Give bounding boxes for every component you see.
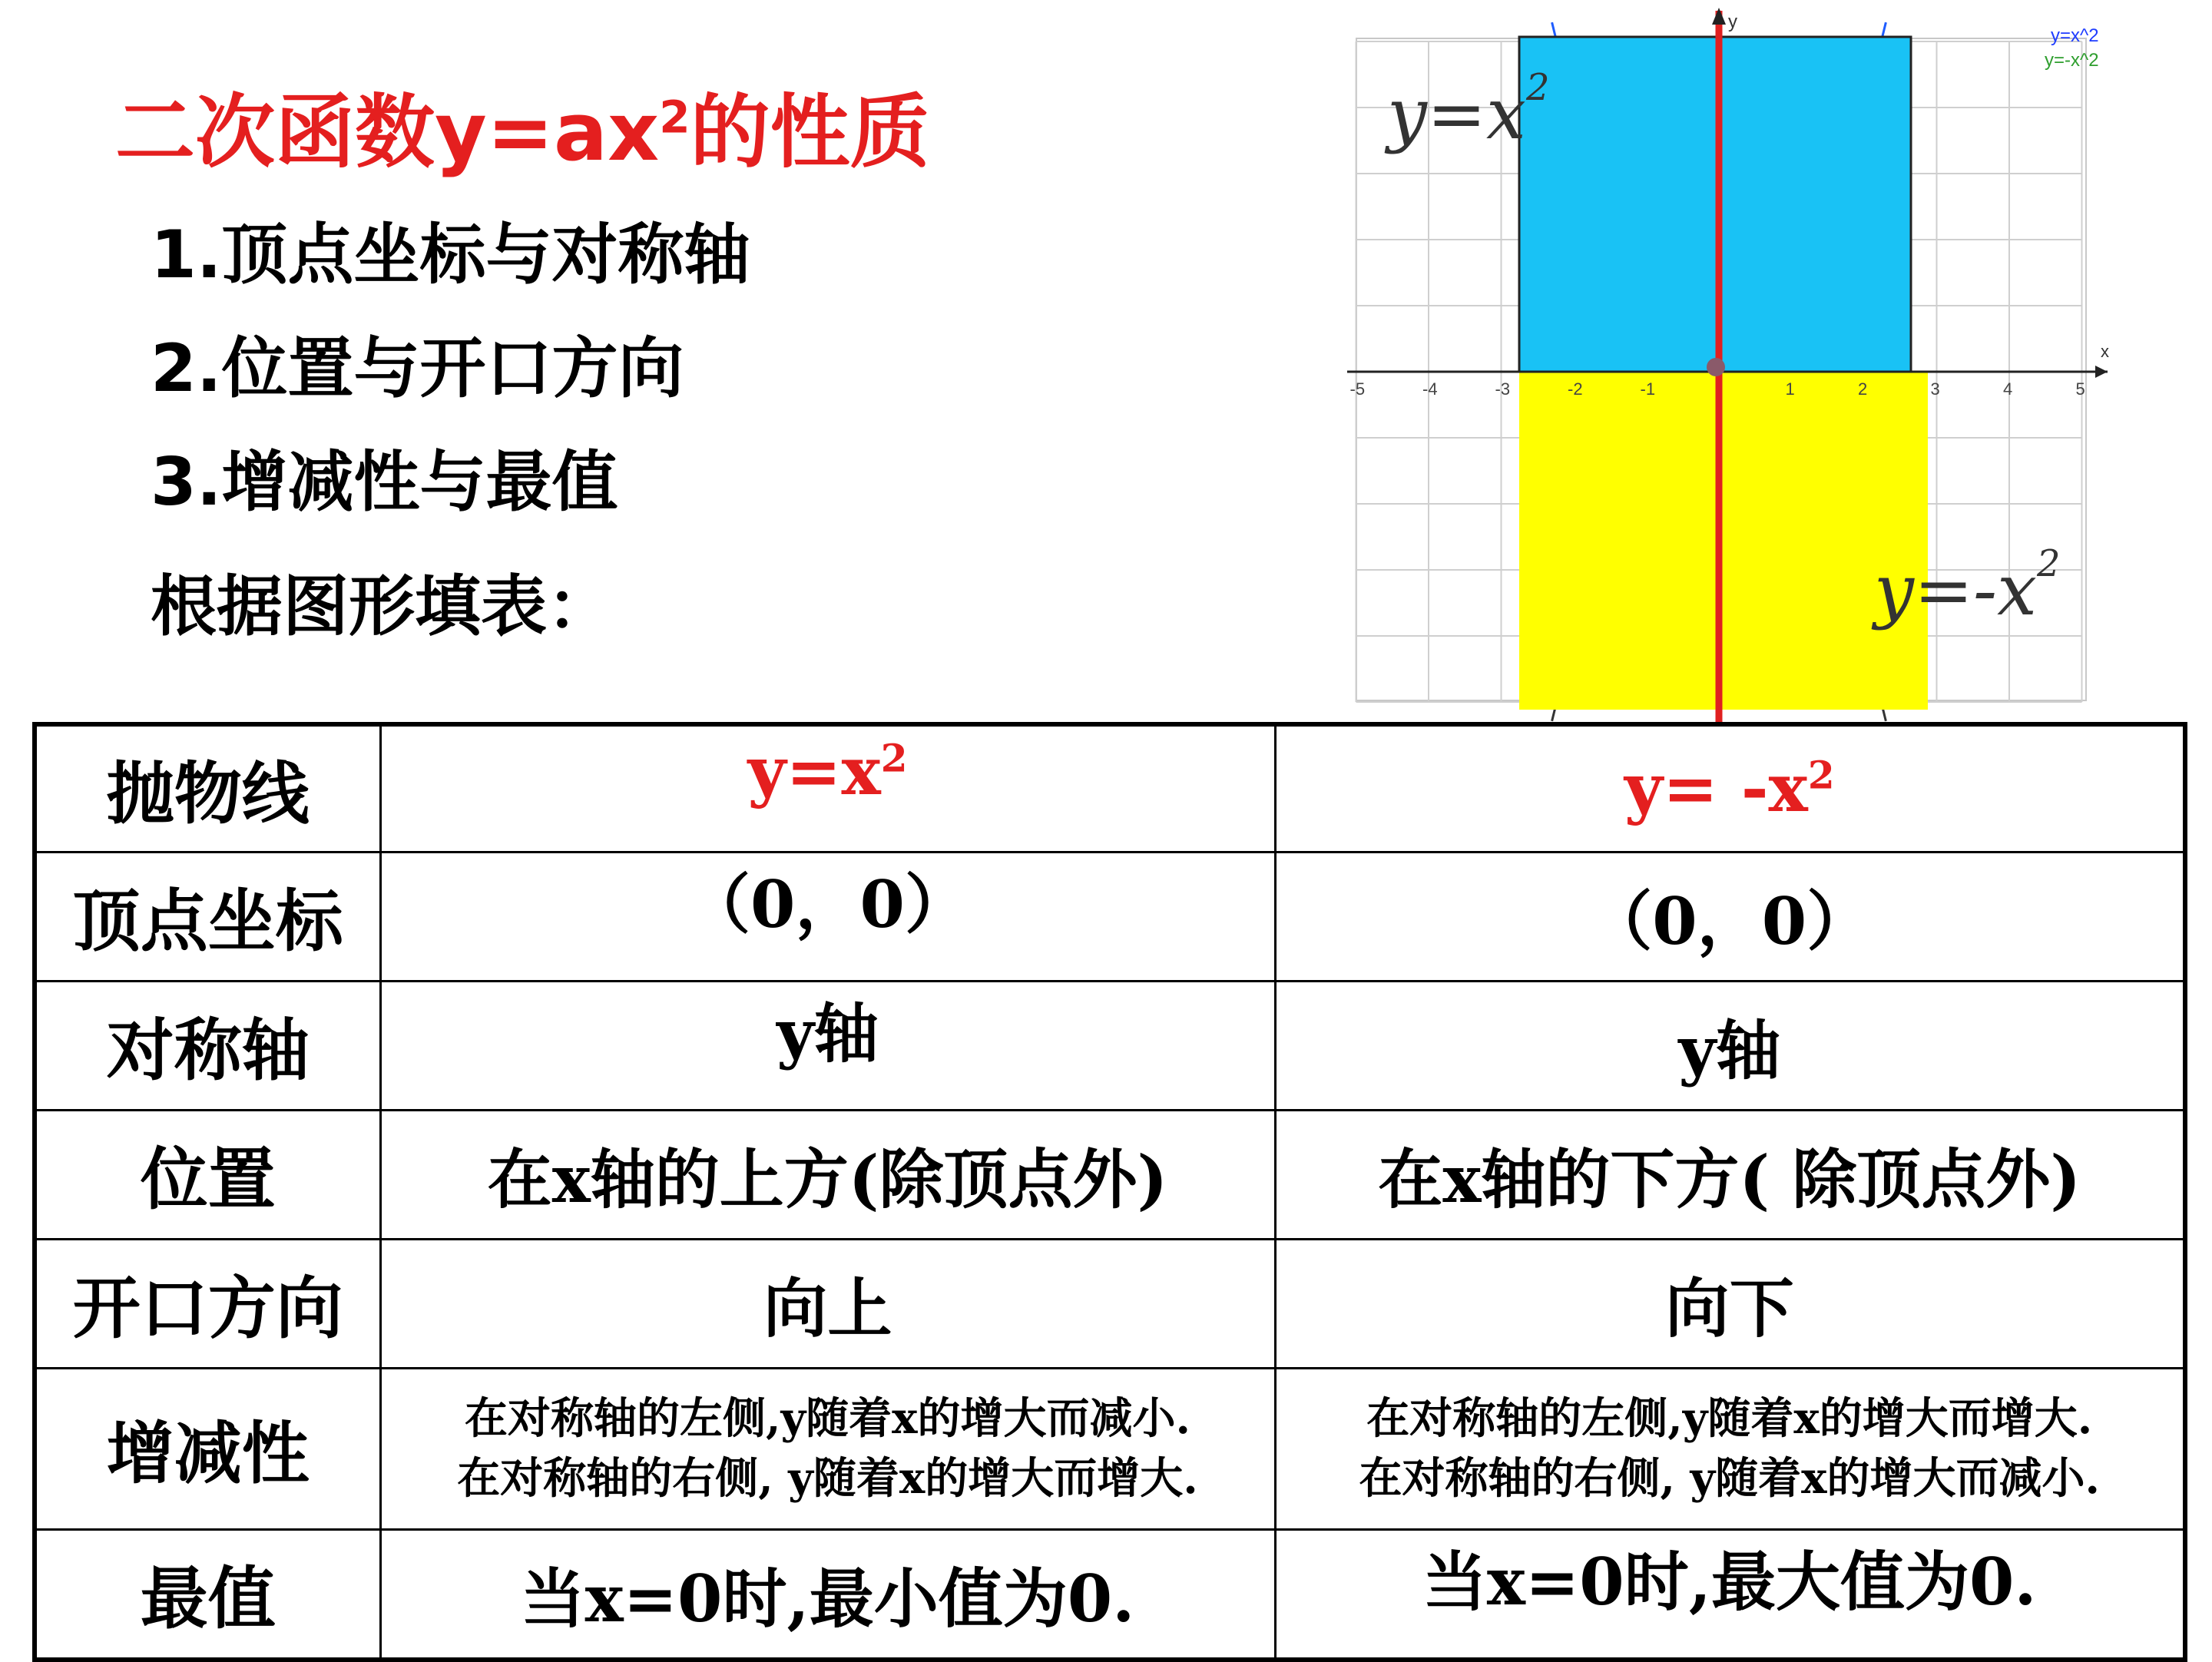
x-tick-label: -4 [1422, 379, 1438, 399]
vertex-up-cell [380, 852, 1275, 981]
outline-item-2: 2.位置与开口方向 [151, 330, 684, 407]
x-tick-label: 5 [2075, 379, 2085, 399]
extreme-up-cell: 当x=0时,最小值为0. [380, 1529, 1275, 1660]
title-prefix: 二次函数y=ax [115, 85, 660, 179]
monotonicity-up-right: 在对称轴的右侧, y随着x的增大而增大. [457, 1453, 1198, 1504]
graph-canvas [1336, 8, 2120, 722]
label-bottom-exponent: 2 [2037, 542, 2061, 585]
header-c2-text [1624, 750, 1835, 827]
table-row-parabola [35, 724, 2185, 852]
outline-item-3: 3.增减性与最值 [151, 444, 618, 521]
table-row-vertex [35, 852, 2185, 981]
x-tick-label: -1 [1640, 379, 1656, 399]
header-y-equals-neg-x-squared [1275, 724, 2185, 852]
table-row-opening [35, 1239, 2185, 1368]
monotonicity-down-left: 在对称轴的左侧,y随着x的增大而增大. [1366, 1393, 2093, 1444]
monotonicity-up-cell [380, 1368, 1275, 1529]
opening-up-cell: 向上 [380, 1239, 1275, 1368]
x-tick-label: 3 [1930, 379, 1940, 399]
row-label-opening: 开口方向 [35, 1239, 380, 1368]
table-row-axis [35, 981, 2185, 1110]
title-suffix: 的性质 [690, 85, 930, 179]
header-c1-exponent: 2 [880, 735, 908, 781]
x-tick-label: -3 [1495, 379, 1511, 399]
legend-entry-2: y=-x^2 [2045, 50, 2099, 71]
header-c1-text [747, 733, 907, 810]
lower-region-box [1519, 372, 1928, 710]
header-c1-base: y=x [747, 733, 881, 811]
axis-up-cell [380, 981, 1275, 1110]
position-down-cell: 在x轴的下方( 除顶点外) [1275, 1110, 2185, 1239]
x-tick-label: 4 [2003, 379, 2013, 399]
parabola-graph [1336, 8, 2120, 722]
row-label-monotonicity: 增减性 [35, 1368, 380, 1529]
label-top-exponent: 2 [1525, 66, 1550, 109]
x-tick-label: -2 [1568, 379, 1583, 399]
vertex-down-cell: （0，0） [1275, 852, 2185, 981]
position-up-cell: 在x轴的上方(除顶点外) [380, 1110, 1275, 1239]
title-exponent: 2 [659, 91, 690, 144]
row-label-parabola: 抛物线 [35, 724, 380, 852]
upper-region-box [1519, 37, 1911, 372]
legend-entry-1: y=x^2 [2051, 25, 2099, 46]
y-axis-label: y [1728, 12, 1737, 32]
extreme-down-value: 当x=0时,最大值为0. [1422, 1543, 2037, 1620]
label-y-equals-x-squared [1384, 66, 1550, 155]
y-axis-arrow-icon [1712, 8, 1726, 25]
properties-table [32, 722, 2187, 1662]
x-axis-label: x [2101, 342, 2109, 361]
axis-up-value: y轴 [777, 995, 879, 1071]
table-row-monotonicity [35, 1368, 2185, 1529]
extreme-down-cell [1275, 1529, 2185, 1660]
fill-table-instruction: 根据图形填表： [151, 568, 613, 645]
monotonicity-up-left: 在对称轴的左侧,y随着x的增大而减小. [465, 1393, 1190, 1444]
page-title [115, 68, 930, 183]
label-top-base: y=x [1387, 73, 1526, 155]
outline-item-1: 1.顶点坐标与对称轴 [151, 217, 750, 293]
header-y-equals-x-squared [380, 724, 1275, 852]
row-label-extreme: 最值 [35, 1529, 380, 1660]
row-label-position: 位置 [35, 1110, 380, 1239]
monotonicity-down-right: 在对称轴的右侧, y随着x的增大而减小. [1359, 1453, 2100, 1504]
x-axis-arrow-icon [2095, 366, 2108, 378]
monotonicity-down-cell [1275, 1368, 2185, 1529]
x-tick-label: 1 [1785, 379, 1795, 399]
opening-down-cell: 向下 [1275, 1239, 2185, 1368]
table-row-extreme [35, 1529, 2185, 1660]
row-label-axis: 对称轴 [35, 981, 380, 1110]
label-bottom-base: y=-x [1874, 549, 2038, 631]
header-c2-base: y= -x [1624, 750, 1808, 828]
header-c2-exponent: 2 [1807, 752, 1835, 798]
vertex-up-value: （0，0） [686, 866, 969, 942]
row-label-vertex: 顶点坐标 [35, 852, 380, 981]
axis-down-cell: y轴 [1275, 981, 2185, 1110]
x-tick-label: -5 [1349, 379, 1366, 399]
x-tick-label: 2 [1858, 379, 1868, 399]
vertex-point [1707, 358, 1725, 376]
label-y-equals-neg-x-squared [1871, 542, 2061, 631]
table-row-position [35, 1110, 2185, 1239]
